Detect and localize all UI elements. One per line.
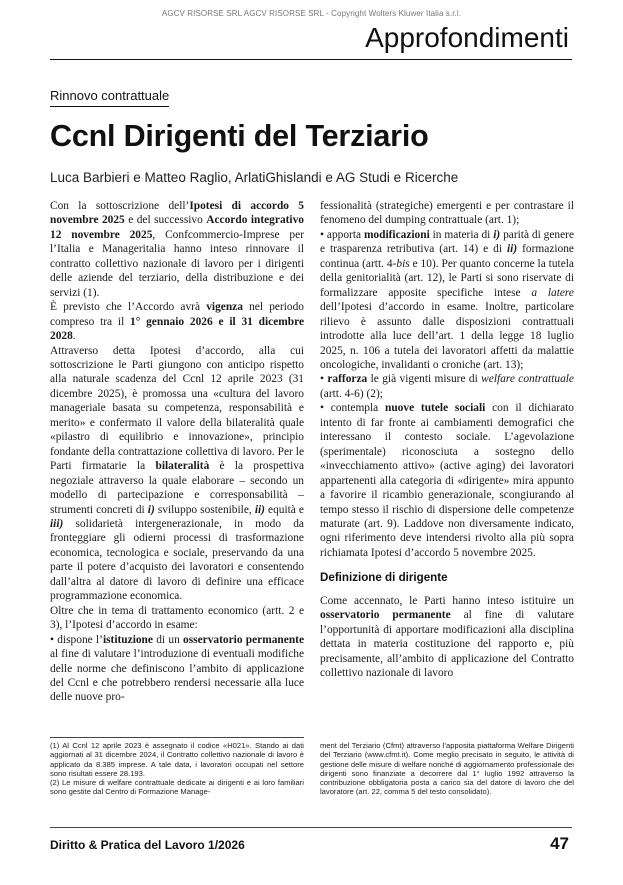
article-title: Ccnl Dirigenti del Terziario: [50, 119, 429, 153]
paragraph: fessionalità (strategiche) emergenti e per contrastare il fenomeno del dumping contrattuale (art. 1);: [320, 200, 574, 227]
body-column-left: [50, 199, 304, 705]
body-column-right: [320, 199, 574, 681]
bullet-item: • rafforza le già vigenti misure di welfare contrattuale (artt. 4-6) (2);: [320, 373, 574, 400]
footnote: (2) Le misure di welfare contrattuale dedicate ai dirigenti e ai loro familiari sono gestite dal Centro di Formazione Manage-: [50, 778, 304, 797]
paragraph: È previsto che l’Accordo avrà vigenza nel periodo compreso tra il 1° gennaio 2026 e il 31 dicembre 2028.: [50, 301, 304, 343]
page-number: 47: [550, 834, 569, 853]
subheading: Definizione di dirigente: [320, 571, 448, 585]
article-kicker: Rinnovo contrattuale: [50, 88, 169, 107]
footnote-rule: [50, 737, 304, 738]
bullet-item: • dispone l’istituzione di un osservatorio permanente al fine di valutare l’introduzione di eventuali modifiche delle norme che definiscono l’ambito di applicazione del Ccnl e che potrebbero rendersi necessarie alla luce delle nuove pro-: [50, 633, 304, 704]
paragraph: Come accennato, le Parti hanno inteso istituire un osservatorio permanente al fine di valutare l’opportunità di apportare modificazioni alla disciplina dettata in materia costituzione del rapporto e, più precisamente, all’ambito di applicazione del Contratto collettivo nazionale di lavoro: [320, 594, 574, 680]
footnote: ment del Terziario (Cfmt) attraverso l’apposita piattaforma Welfare Dirigenti del Terziario (www.cfmt.it). Come meglio precisato in seguito, le attività di gestione delle misure di welfare nonché di aggiornamento professionale dei dirigenti sono finanziate a decorrere dal 1° luglio 1992 attraverso la contribuzione obbligatoria posta a carico sia del datore di lavoro che del lavoratore (art. 22, comma 5 del testo consolidato).: [320, 741, 574, 797]
footnotes-right: [320, 741, 574, 797]
article-authors: Luca Barbieri e Matteo Raglio, ArlatiGhislandi e AG Studi e Ricerche: [50, 170, 459, 185]
footnote: (1) Al Ccnl 12 aprile 2023 è assegnato il codice «H021». Stando ai dati aggiornati al 31 dicembre 2024, il Contratto collettivo nazionale di lavoro è applicato da 8.385 imprese. A tale data, i lavoratori occupati nel settore sono risultati essere 28.193.: [50, 741, 304, 778]
footer-rule: [50, 827, 572, 828]
paragraph: Con la sottoscrizione dell’Ipotesi di accordo 5 novembre 2025 e del successivo Accordo integrativo 12 novembre 2025, Confcommercio-Imprese per l’Italia e Manageritalia hanno inteso rinnovare il contratto collettivo nazionale di lavoro per i dirigenti delle aziende del terziario, della distribuzione e dei servizi (1).: [50, 200, 304, 299]
footnotes-left: [50, 741, 304, 797]
section-title: Approfondimenti: [365, 22, 569, 53]
bullet-item: • contempla nuove tutele sociali con il dichiarato intento di far fronte ai cambiamenti demografici che interessano il contesto sociale. L’agevolazione (sperimentale) riconosciuta a sostegno dello «invecchiamento attivo» (active aging) dei lavoratori appartenenti alla categoria di «dirigente» mira appunto a favorire il ricambio generazionale, scongiurando al tempo stesso il rischio di dispersione delle competenze maturate (art. 9). Laddove non diversamente indicato, ogni riferimento deve intendersi rivolto alla più sopra richiamata Ipotesi d’accordo 5 novembre 2025.: [320, 402, 574, 559]
paragraph: Oltre che in tema di trattamento economico (artt. 2 e 3), l’Ipotesi d’accordo in esame:: [50, 604, 304, 632]
bullet-item: • apporta modificazioni in materia di i) parità di genere e trasparenza retributiva (art. 14) e di ii) formazione continua (artt. 4-bis e 10). Per quanto concerne la tutela della genitorialità (art. 12), le Parti si sono riservate di formalizzare apposite specifiche intese a latere dell’Ipotesi d’accordo in esame. Inoltre, particolare rilievo è assunto dalle disposizioni contrattuali introdotte alla luce dell’art. 1 della legge 18 luglio 2025, n. 106 a tutela dei lavoratori affetti da malattie oncologiche, invalidanti o croniche (art. 13);: [320, 228, 574, 371]
header-rule: [50, 59, 572, 60]
copyright-watermark: AGCV RISORSE SRL AGCV RISORSE SRL - Copyright Wolters Kluwer Italia s.r.l.: [161, 9, 462, 18]
paragraph: Attraverso detta Ipotesi d’accordo, alla cui sottoscrizione le Parti giungono con anticipo rispetto alla naturale scadenza del Ccnl 12 aprile 2023 (31 dicembre 2025), è promossa una «cultura del lavoro manageriale basata su competenza, responsabilità e merito» e confermato il valore della bilateralità quale «pilastro di equilibrio e innovazione», principio fondante della contrattazione collettiva di lavoro. Per le Parti firmatarie la bilateralità è la prospettiva negoziale attraverso la quale elaborare – secondo un modello di partecipazione e corresponsabilità – strumenti concreti di i) sviluppo sostenibile, ii) equità e iii) solidarietà intergenerazionale, in modo da fronteggiare gli odierni processi di trasformazione economica, tecnologica e sociale, preservando da una parte il potere d’acquisto dei lavoratori e consentendo dall’altra al datore di lavoro di definire una efficace programmazione economica.: [50, 344, 304, 603]
journal-name: Diritto & Pratica del Lavoro 1/2026: [50, 838, 245, 852]
